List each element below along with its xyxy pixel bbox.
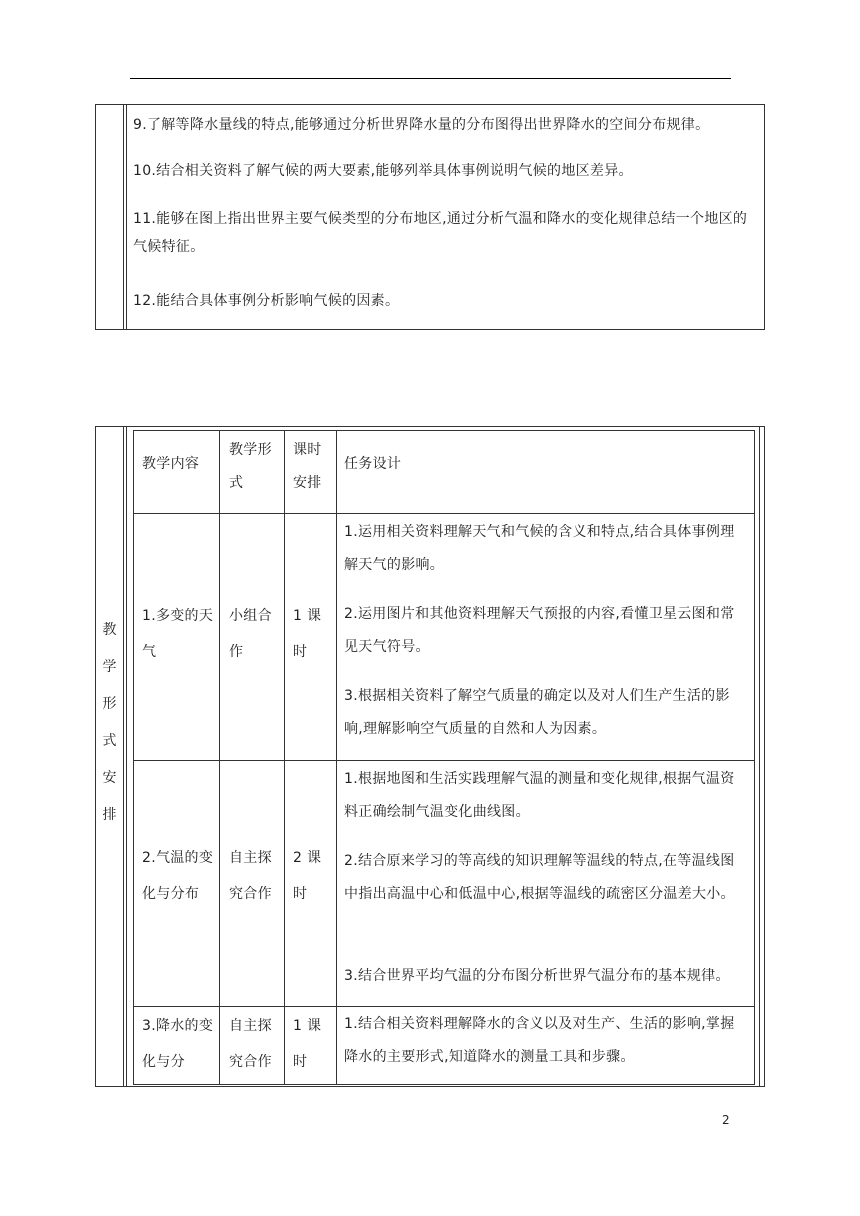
inner-table xyxy=(133,430,755,1085)
table-border xyxy=(759,427,760,1086)
row-task: 1.根据地图和生活实践理解气温的测量和变化规律,根据气温资料正确绘制气温变化曲线图。 xyxy=(344,771,735,820)
table-border xyxy=(126,105,127,329)
row-form: 自主探究合作 xyxy=(229,1018,272,1070)
objective-item: 9.了解等降水量线的特点,能够通过分析世界降水量的分布图得出世界降水的空间分布规律。 xyxy=(133,117,710,133)
row-task: 2.结合原来学习的等高线的知识理解等温线的特点,在等温线图中指出高温中心和低温中心,根据等温线的疏密区分温差大小。 xyxy=(344,853,735,902)
header-form: 教学形式 xyxy=(229,442,272,491)
row-divider xyxy=(133,1084,755,1085)
objective-item: 10.结合相关资料了解气候的两大要素,能够列举具体事例说明气候的地区差异。 xyxy=(133,163,633,179)
row-divider xyxy=(133,1006,755,1007)
col-divider xyxy=(754,430,755,1085)
row-divider xyxy=(133,760,755,761)
side-label-char: 安 xyxy=(102,770,117,786)
side-label xyxy=(96,612,123,834)
objective-item: 11.能够在图上指出世界主要气候类型的分布地区,通过分析气温和降水的变化规律总结一个地区的气候特征。 xyxy=(133,211,748,255)
header-content: 教学内容 xyxy=(142,456,200,472)
col-divider xyxy=(336,430,337,1085)
side-label-char: 式 xyxy=(102,733,117,749)
col-divider xyxy=(133,430,134,1085)
row-divider xyxy=(133,430,755,431)
row-form: 自主探究合作 xyxy=(229,850,272,902)
table-border xyxy=(123,427,124,1086)
row-hours: 1 课时 xyxy=(293,608,322,660)
table-border xyxy=(123,105,124,329)
row-content: 3.降水的变化与分 xyxy=(142,1018,214,1070)
col-divider xyxy=(219,430,220,1085)
row-task: 3.结合世界平均气温的分布图分析世界气温分布的基本规律。 xyxy=(344,968,730,984)
row-form: 小组合作 xyxy=(229,608,272,660)
row-task: 1.运用相关资料理解天气和气候的含义和特点,结合具体事例理解天气的影响。 xyxy=(344,524,735,573)
col-divider xyxy=(284,430,285,1085)
header-tasks: 任务设计 xyxy=(344,456,402,472)
side-label-char: 教 xyxy=(102,622,117,638)
arrangement-table xyxy=(95,426,765,1087)
objectives-table xyxy=(95,104,765,330)
side-label-char: 学 xyxy=(102,659,117,675)
side-label-char: 形 xyxy=(102,696,117,712)
row-content: 1.多变的天气 xyxy=(142,608,214,660)
side-label-char: 排 xyxy=(102,807,117,823)
table-border xyxy=(126,427,127,1086)
page-number: 2 xyxy=(722,1113,730,1127)
row-hours: 1 课时 xyxy=(293,1018,322,1070)
row-hours: 2 课时 xyxy=(293,850,322,902)
header-hours: 课时安排 xyxy=(293,442,322,491)
objective-item: 12.能结合具体事例分析影响气候的因素。 xyxy=(133,293,400,309)
row-task: 1.结合相关资料理解降水的含义以及对生产、生活的影响,掌握降水的主要形式,知道降水的测量工具和步骤。 xyxy=(344,1016,735,1065)
row-task: 2.运用图片和其他资料理解天气预报的内容,看懂卫星云图和常见天气符号。 xyxy=(344,606,735,655)
row-task: 3.根据相关资料了解空气质量的确定以及对人们生产生活的影响,理解影响空气质量的自然和人为因素。 xyxy=(344,688,730,737)
header-rule xyxy=(130,78,731,79)
row-content: 2.气温的变化与分布 xyxy=(142,850,214,902)
row-divider xyxy=(133,513,755,514)
